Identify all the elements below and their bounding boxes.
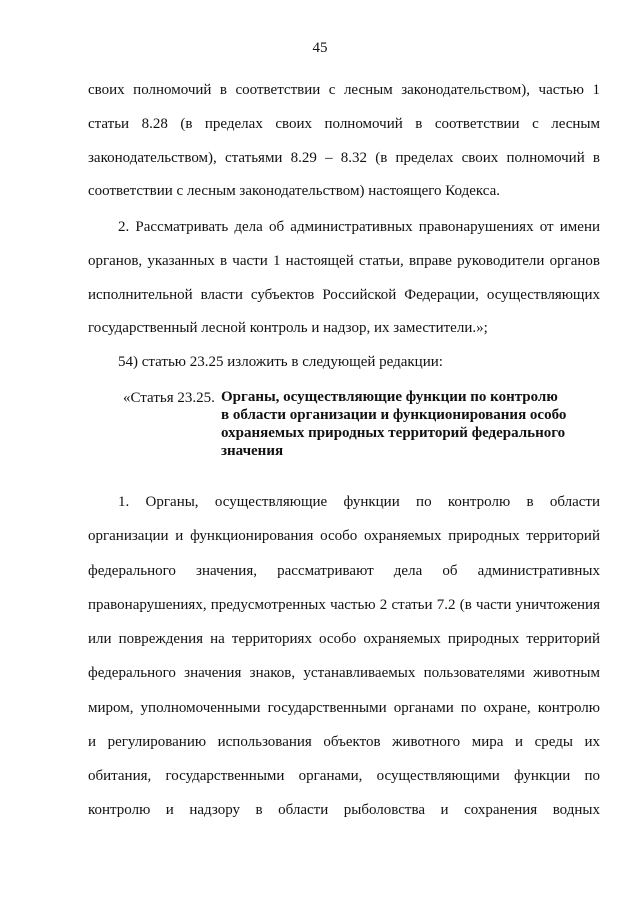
paragraph-3-line: 54) статью 23.25 изложить в следующей редакции: <box>118 354 443 370</box>
paragraph-4-line: 1. Органы, осуществляющие функции по контролю в области <box>118 494 600 510</box>
article-title-line: охраняемых природных территорий федерального <box>221 425 566 441</box>
paragraph-2-line: исполнительной власти субъектов Российской Федерации, осуществляющих <box>88 287 600 303</box>
article-title <box>221 388 581 460</box>
paragraph-4-line: или повреждения на территориях особо охраняемых природных территорий <box>88 631 600 647</box>
article-title-line: значения <box>221 443 284 459</box>
paragraph-4-line: миром, уполномоченными государственными органами по охране, контролю <box>88 700 600 716</box>
paragraph-4-line: федерального значения, рассматривают дела об административных <box>88 563 600 579</box>
page-number: 45 <box>312 40 328 56</box>
paragraph-1-line: соответствии с лесным законодательством) настоящего Кодекса. <box>88 183 501 199</box>
paragraph-4-line: правонарушениях, предусмотренных частью 2 статьи 7.2 (в части уничтожения <box>88 597 600 613</box>
article-title-line: в области организации и функционирования особо <box>221 407 567 423</box>
article-title-line: Органы, осуществляющие функции по контролю <box>221 389 558 405</box>
paragraph-2-line: органов, указанных в части 1 настоящей статьи, вправе руководители органов <box>88 253 600 269</box>
paragraph-4-line: организации и функционирования особо охраняемых природных территорий <box>88 528 600 544</box>
article-number: «Статья 23.25. <box>123 390 215 406</box>
paragraph-1-line: статьи 8.28 (в пределах своих полномочий в соответствии с лесным <box>88 116 600 132</box>
paragraph-4-line: обитания, государственными органами, осуществляющими функции по <box>88 768 600 784</box>
paragraph-1-line: своих полномочий в соответствии с лесным законодательством), частью 1 <box>88 82 600 98</box>
paragraph-2-line: 2. Рассматривать дела об административных правонарушениях от имени <box>118 219 600 235</box>
paragraph-4-line: и регулированию использования объектов животного мира и среды их <box>88 734 600 750</box>
paragraph-4-line: федерального значения знаков, устанавливаемых пользователями животным <box>88 665 600 681</box>
paragraph-2-line: государственный лесной контроль и надзор, их заместители.»; <box>88 320 488 336</box>
paragraph-1-line: законодательством), статьями 8.29 – 8.32 (в пределах своих полномочий в <box>88 150 600 166</box>
paragraph-4-line: контролю и надзору в области рыболовства и сохранения водных <box>88 802 600 818</box>
